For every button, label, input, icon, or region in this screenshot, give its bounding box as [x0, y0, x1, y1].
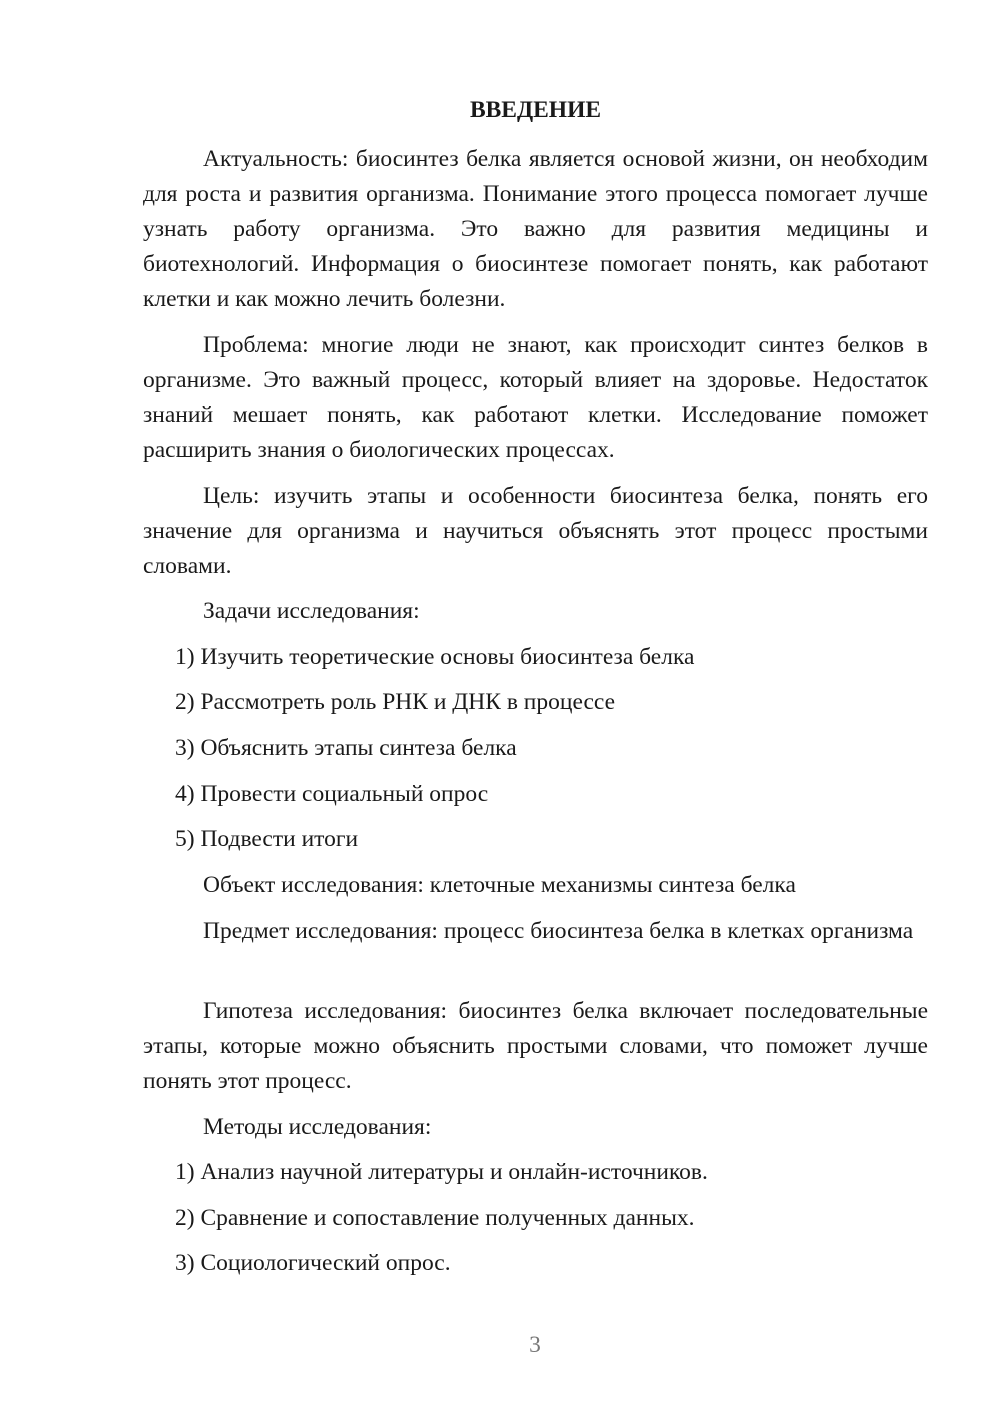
task-item: 1) Изучить теоретические основы биосинтеза белка [175, 644, 695, 670]
problem-paragraph: Проблема: многие люди не знают, как происходит синтез белков в организме. Это важный процесс, который влияет на здоровье. Недостаток знаний мешает понять, как работают клетки. Исследование поможет расширить знания о биологических процессах. [143, 332, 928, 463]
task-item: 5) Подвести итоги [175, 826, 359, 852]
relevance-paragraph: Актуальность: биосинтез белка является основой жизни, он необходим для роста и развития организма. Понимание этого процесса помогает лучше узнать работу организма. Это важно для развития медицины и биотехнологий. Информация о биосинтезе помогает понять, как работают клетки и как можно лечить болезни. [143, 146, 928, 312]
goal-paragraph: Цель: изучить этапы и особенности биосинтеза белка, понять его значение для организма и научиться объяснять этот процесс простыми словами. [143, 483, 928, 579]
object-paragraph: Объект исследования: клеточные механизмы синтеза белка [203, 872, 796, 898]
method-item: 2) Сравнение и сопоставление полученных данных. [175, 1205, 695, 1231]
subject-paragraph: Предмет исследования: процесс биосинтеза белка в клетках организма [203, 918, 914, 944]
method-item: 1) Анализ научной литературы и онлайн-источников. [175, 1159, 708, 1185]
method-item: 3) Социологический опрос. [175, 1250, 451, 1276]
page-title: ВВЕДЕНИЕ [469, 97, 602, 123]
hypothesis-paragraph: Гипотеза исследования: биосинтез белка включает последовательные этапы, которые можно объяснить простыми словами, что поможет лучше понять этот процесс. [143, 998, 928, 1094]
page-number: 3 [529, 1332, 541, 1358]
methods-heading: Методы исследования: [203, 1114, 432, 1140]
tasks-heading: Задачи исследования: [203, 598, 420, 624]
task-item: 4) Провести социальный опрос [175, 781, 489, 807]
task-item: 2) Рассмотреть роль РНК и ДНК в процессе [175, 689, 616, 715]
task-item: 3) Объяснить этапы синтеза белка [175, 735, 517, 761]
